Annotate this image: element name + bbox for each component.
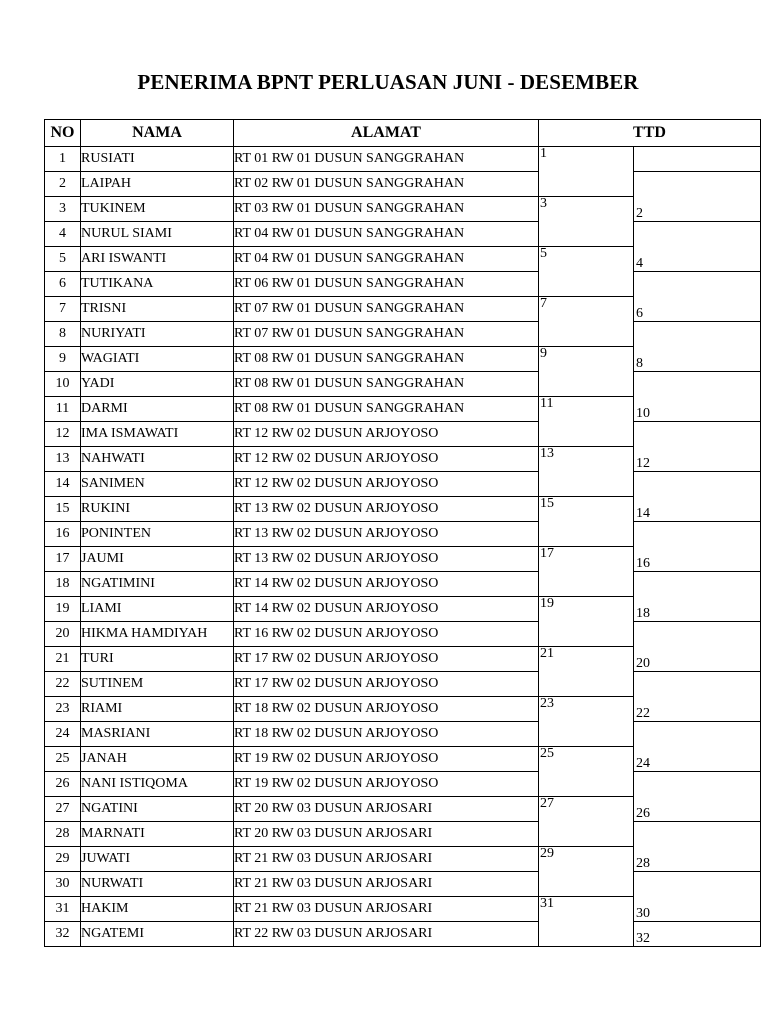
table-row [45,322,761,347]
row-number: 2 [45,172,81,197]
header-alamat: ALAMAT [234,120,539,147]
recipient-name: NAHWATI [81,447,234,472]
recipient-name: NANI ISTIQOMA [81,772,234,797]
recipient-name: NURUL SIAMI [81,222,234,247]
recipient-address: RT 21 RW 03 DUSUN ARJOSARI [234,897,539,922]
recipient-address: RT 18 RW 02 DUSUN ARJOYOSO [234,722,539,747]
row-number: 22 [45,672,81,697]
row-number: 4 [45,222,81,247]
row-number: 24 [45,722,81,747]
recipient-address: RT 04 RW 01 DUSUN SANGGRAHAN [234,247,539,272]
row-number: 30 [45,872,81,897]
table-row [45,222,761,247]
recipient-name: TUTIKANA [81,272,234,297]
recipient-name: SANIMEN [81,472,234,497]
signature-slot-left: 23 [539,697,634,747]
row-number: 7 [45,297,81,322]
recipient-address: RT 08 RW 01 DUSUN SANGGRAHAN [234,397,539,422]
row-number: 13 [45,447,81,472]
signature-slot-right: 22 [634,672,761,722]
row-number: 29 [45,847,81,872]
recipient-address: RT 08 RW 01 DUSUN SANGGRAHAN [234,372,539,397]
recipient-name: HAKIM [81,897,234,922]
signature-slot-right: 4 [634,222,761,272]
signature-slot-right: 6 [634,272,761,322]
recipient-address: RT 17 RW 02 DUSUN ARJOYOSO [234,672,539,697]
recipient-name: LIAMI [81,597,234,622]
row-number: 19 [45,597,81,622]
signature-slot-left: 19 [539,597,634,647]
row-number: 3 [45,197,81,222]
signature-slot-right: 26 [634,772,761,822]
recipient-address: RT 12 RW 02 DUSUN ARJOYOSO [234,472,539,497]
signature-slot-right: 24 [634,722,761,772]
row-number: 5 [45,247,81,272]
signature-slot-left: 13 [539,447,634,497]
recipient-address: RT 19 RW 02 DUSUN ARJOYOSO [234,772,539,797]
signature-slot-left: 31 [539,897,634,947]
signature-slot-left: 29 [539,847,634,897]
table-row [45,872,761,897]
signature-slot-right: 28 [634,822,761,872]
signature-slot-left: 15 [539,497,634,547]
table-header-row [45,120,761,147]
signature-slot-left: 5 [539,247,634,297]
signature-slot-left: 25 [539,747,634,797]
table-row [45,422,761,447]
recipient-address: RT 22 RW 03 DUSUN ARJOSARI [234,922,539,947]
recipient-name: SUTINEM [81,672,234,697]
recipient-name: MARNATI [81,822,234,847]
recipient-name: IMA ISMAWATI [81,422,234,447]
row-number: 8 [45,322,81,347]
recipient-name: WAGIATI [81,347,234,372]
signature-slot-right: 30 [634,872,761,922]
recipient-address: RT 04 RW 01 DUSUN SANGGRAHAN [234,222,539,247]
table-row [45,572,761,597]
recipient-address: RT 02 RW 01 DUSUN SANGGRAHAN [234,172,539,197]
signature-slot-left: 1 [539,147,634,197]
recipient-address: RT 07 RW 01 DUSUN SANGGRAHAN [234,322,539,347]
recipient-name: YADI [81,372,234,397]
recipient-name: RUKINI [81,497,234,522]
recipient-address: RT 17 RW 02 DUSUN ARJOYOSO [234,647,539,672]
table-row [45,272,761,297]
row-number: 25 [45,747,81,772]
recipient-address: RT 21 RW 03 DUSUN ARJOSARI [234,847,539,872]
header-ttd: TTD [539,120,761,147]
table-row [45,172,761,197]
signature-gap [634,147,761,172]
signature-slot-right: 32 [634,922,761,947]
recipient-name: JAUMI [81,547,234,572]
recipient-name: NGATEMI [81,922,234,947]
recipient-address: RT 01 RW 01 DUSUN SANGGRAHAN [234,147,539,172]
signature-slot-left: 11 [539,397,634,447]
row-number: 21 [45,647,81,672]
recipient-address: RT 19 RW 02 DUSUN ARJOYOSO [234,747,539,772]
signature-slot-left: 21 [539,647,634,697]
row-number: 14 [45,472,81,497]
recipient-address: RT 18 RW 02 DUSUN ARJOYOSO [234,697,539,722]
recipient-address: RT 13 RW 02 DUSUN ARJOYOSO [234,522,539,547]
recipient-name: HIKMA HAMDIYAH [81,622,234,647]
recipient-address: RT 13 RW 02 DUSUN ARJOYOSO [234,547,539,572]
table-row [45,372,761,397]
row-number: 32 [45,922,81,947]
recipient-address: RT 07 RW 01 DUSUN SANGGRAHAN [234,297,539,322]
row-number: 18 [45,572,81,597]
table-row [45,722,761,747]
signature-slot-left: 3 [539,197,634,247]
table-row [45,672,761,697]
signature-slot-right: 2 [634,172,761,222]
header-nama: NAMA [81,120,234,147]
recipient-address: RT 03 RW 01 DUSUN SANGGRAHAN [234,197,539,222]
recipient-name: NGATIMINI [81,572,234,597]
recipient-address: RT 14 RW 02 DUSUN ARJOYOSO [234,572,539,597]
signature-slot-left: 27 [539,797,634,847]
recipient-name: NGATINI [81,797,234,822]
row-number: 27 [45,797,81,822]
signature-slot-left: 7 [539,297,634,347]
recipient-address: RT 12 RW 02 DUSUN ARJOYOSO [234,447,539,472]
recipient-name: PONINTEN [81,522,234,547]
recipient-address: RT 20 RW 03 DUSUN ARJOSARI [234,822,539,847]
row-number: 15 [45,497,81,522]
row-number: 6 [45,272,81,297]
recipient-name: TURI [81,647,234,672]
recipient-name: JUWATI [81,847,234,872]
table-body [45,147,761,947]
recipient-address: RT 13 RW 02 DUSUN ARJOYOSO [234,497,539,522]
row-number: 16 [45,522,81,547]
row-number: 17 [45,547,81,572]
recipient-address: RT 21 RW 03 DUSUN ARJOSARI [234,872,539,897]
row-number: 9 [45,347,81,372]
row-number: 1 [45,147,81,172]
recipient-address: RT 12 RW 02 DUSUN ARJOYOSO [234,422,539,447]
recipient-name: NURIYATI [81,322,234,347]
row-number: 12 [45,422,81,447]
recipient-address: RT 14 RW 02 DUSUN ARJOYOSO [234,597,539,622]
recipient-address: RT 16 RW 02 DUSUN ARJOYOSO [234,622,539,647]
row-number: 31 [45,897,81,922]
table-row [45,922,761,947]
signature-slot-right: 10 [634,372,761,422]
header-no: NO [45,120,81,147]
signature-slot-right: 8 [634,322,761,372]
table-row [45,622,761,647]
recipient-address: RT 06 RW 01 DUSUN SANGGRAHAN [234,272,539,297]
recipient-name: NURWATI [81,872,234,897]
row-number: 23 [45,697,81,722]
recipient-name: ARI ISWANTI [81,247,234,272]
recipient-address: RT 08 RW 01 DUSUN SANGGRAHAN [234,347,539,372]
signature-slot-right: 20 [634,622,761,672]
table-row [45,772,761,797]
table-row [45,522,761,547]
row-number: 11 [45,397,81,422]
signature-slot-left: 17 [539,547,634,597]
row-number: 20 [45,622,81,647]
recipient-name: RUSIATI [81,147,234,172]
signature-slot-right: 16 [634,522,761,572]
table-row [45,822,761,847]
recipient-address: RT 20 RW 03 DUSUN ARJOSARI [234,797,539,822]
recipient-name: RIAMI [81,697,234,722]
row-number: 26 [45,772,81,797]
signature-slot-right: 12 [634,422,761,472]
row-number: 28 [45,822,81,847]
signature-slot-right: 18 [634,572,761,622]
recipient-name: TUKINEM [81,197,234,222]
signature-slot-left: 9 [539,347,634,397]
recipient-name: MASRIANI [81,722,234,747]
recipient-name: TRISNI [81,297,234,322]
signature-slot-right: 14 [634,472,761,522]
recipient-name: LAIPAH [81,172,234,197]
recipient-table [44,119,761,947]
recipient-name: JANAH [81,747,234,772]
recipient-name: DARMI [81,397,234,422]
page-title: PENERIMA BPNT PERLUASAN JUNI - DESEMBER [137,70,639,94]
table-row [45,147,761,172]
table-row [45,472,761,497]
row-number: 10 [45,372,81,397]
